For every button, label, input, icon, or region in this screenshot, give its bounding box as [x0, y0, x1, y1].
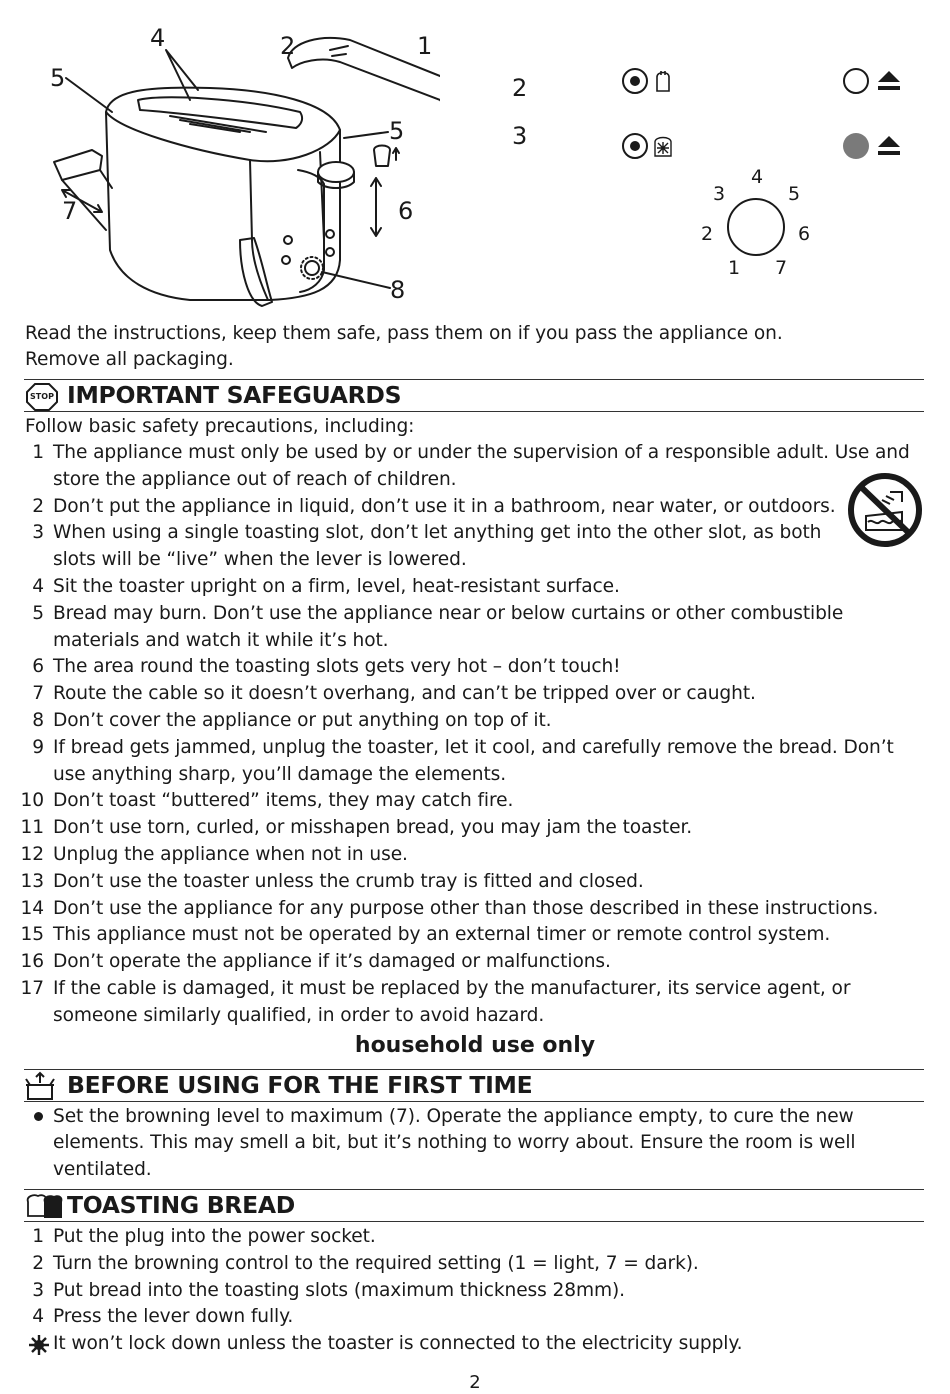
dial-number: 4: [751, 166, 764, 188]
item-text-continued: store the appliance out of reach of children.: [53, 468, 457, 490]
item-text: When using a single toasting slot, don’t let anything get into the other slot, as both: [53, 522, 822, 544]
dial-number: 5: [788, 183, 801, 205]
callout-3: 3: [512, 122, 528, 150]
item-number: 17: [20, 978, 44, 999]
step-text: Press the lever down fully.: [53, 1306, 294, 1328]
step-number: 3: [32, 1279, 44, 1301]
dial-number: 7: [775, 257, 788, 279]
item-number: 11: [20, 817, 44, 839]
callout-6: 6: [398, 197, 414, 225]
dial-number: 1: [728, 257, 741, 279]
item-text-continued: someone similarly qualified, in order to avoid hazard.: [53, 1004, 545, 1026]
callout-7: 7: [62, 197, 78, 225]
dial-number: 6: [798, 223, 811, 245]
item-number: 14: [20, 897, 44, 919]
intro-line: Read the instructions, keep them safe, pass them on if you pass the appliance on.: [25, 323, 783, 344]
step-number: 4: [32, 1306, 44, 1328]
item-text: The appliance must only be used by or under the supervision of a responsible adult. Use and: [53, 442, 910, 463]
item-number: 15: [20, 924, 44, 946]
item-text: Don’t toast “buttered” items, they may catch fire.: [53, 790, 514, 812]
item-number: 7: [32, 683, 44, 705]
callout-2: 2: [512, 74, 528, 102]
item-text: Route the cable so it doesn’t overhang, and can’t be tripped over or caught.: [53, 683, 756, 705]
first-time-text: ventilated.: [53, 1159, 152, 1180]
toasting-heading: TOASTING BREAD: [67, 1191, 295, 1219]
item-text: The area round the toasting slots gets very hot – don’t touch!: [53, 656, 621, 678]
callout-8: 8: [390, 276, 406, 304]
item-number: 16: [20, 951, 44, 973]
item-number: 12: [20, 844, 44, 865]
first-time-text: elements. This may smell a bit, but it’s nothing to worry about. Ensure the room is well: [53, 1132, 856, 1153]
item-number: 8: [32, 710, 44, 731]
item-number: 9: [32, 736, 44, 758]
item-number: 10: [20, 790, 44, 812]
item-text: Don’t operate the appliance if it’s damaged or malfunctions.: [53, 951, 611, 973]
stop-icon-label: STOP: [30, 392, 54, 401]
item-text: Unplug the appliance when not in use.: [53, 844, 408, 865]
dial-number: 2: [701, 223, 714, 245]
item-number: 3: [32, 522, 44, 544]
defrost-button-icon: [621, 132, 681, 160]
item-text: Don’t use the toaster unless the crumb tray is fitted and closed.: [53, 870, 644, 892]
item-text: Don’t use the appliance for any purpose other than those described in these instructions.: [53, 897, 879, 919]
item-text: Don’t put the appliance in liquid, don’t use it in a bathroom, near water, or outdoors.: [53, 495, 836, 517]
callout-5: 5: [50, 64, 66, 92]
callout-4: 4: [150, 24, 166, 52]
item-number: 13: [20, 870, 44, 892]
dial-number: 3: [713, 183, 726, 205]
item-text: Sit the toaster upright on a firm, level, heat-resistant surface.: [53, 576, 620, 597]
first-time-text: Set the browning level to maximum (7). Operate the appliance empty, to cure the new: [53, 1106, 854, 1127]
step-number: 2: [32, 1252, 44, 1274]
divider: [24, 1101, 924, 1102]
callout-5: 5: [389, 117, 405, 145]
item-text: Bread may burn. Don’t use the appliance near or below curtains or other combustible: [53, 602, 844, 624]
no-water-icon: [846, 472, 924, 548]
item-text: Don’t cover the appliance or put anything on top of it.: [53, 710, 552, 731]
item-number: 2: [32, 495, 44, 517]
step-text: Put the plug into the power socket.: [53, 1226, 376, 1247]
item-text: This appliance must not be operated by an external timer or remote control system.: [53, 924, 831, 946]
reheat-button-icon: [621, 67, 681, 95]
item-number: 4: [32, 576, 44, 597]
electricity-icon: [28, 1334, 50, 1356]
item-text-continued: use anything sharp, you’ll damage the elements.: [53, 763, 507, 785]
toasting-note: It won’t lock down unless the toaster is connected to the electricity supply.: [53, 1333, 743, 1354]
item-number: 6: [32, 656, 44, 678]
callout-2: 2: [280, 32, 296, 60]
page-number: 2: [469, 1372, 481, 1393]
step-text: Turn the browning control to the required setting (1 = light, 7 = dark).: [53, 1252, 699, 1274]
step-text: Put bread into the toasting slots (maximum thickness 28mm).: [53, 1279, 625, 1301]
bullet-icon: [34, 1112, 43, 1121]
divider: [24, 411, 924, 412]
divider: [24, 1221, 924, 1222]
unbox-icon: [24, 1071, 56, 1101]
item-text: If bread gets jammed, unplug the toaster, let it cool, and carefully remove the bread. Don’t: [53, 736, 894, 758]
item-number: 1: [32, 442, 44, 463]
item-text-continued: materials and watch it while it’s hot.: [53, 629, 389, 651]
item-text-continued: slots will be “live” when the lever is lowered.: [53, 549, 467, 571]
intro-line: Remove all packaging.: [25, 349, 234, 370]
item-text: Don’t use torn, curled, or misshapen bread, you may jam the toaster.: [53, 817, 693, 839]
first-time-heading: BEFORE USING FOR THE FIRST TIME: [67, 1071, 533, 1099]
item-number: 5: [32, 602, 44, 624]
household-use-only: household use only: [354, 1033, 596, 1058]
step-number: 1: [32, 1226, 44, 1247]
browning-dial-icon: [726, 197, 786, 257]
toaster-diagram: [40, 20, 440, 320]
safeguards-heading: IMPORTANT SAFEGUARDS: [67, 381, 402, 409]
toast-icon: [24, 1192, 64, 1220]
safeguards-lead: Follow basic safety precautions, including:: [25, 416, 415, 437]
cancel-light-off-icon: [842, 67, 904, 95]
item-text: If the cable is damaged, it must be replaced by the manufacturer, its service agent, or: [53, 978, 851, 999]
callout-1: 1: [417, 32, 433, 60]
cancel-light-on-icon: [842, 132, 904, 160]
